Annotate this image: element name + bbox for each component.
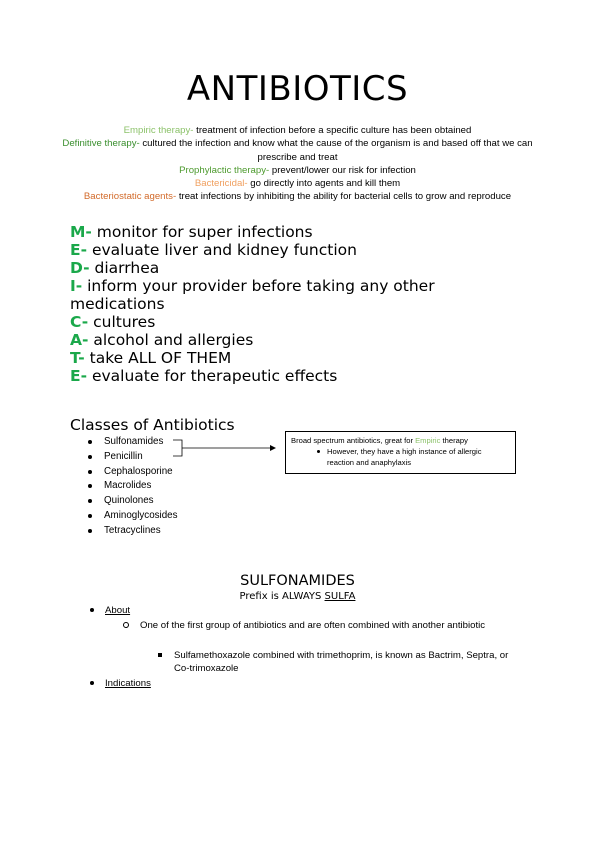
classes-heading: Classes of Antibiotics (70, 416, 235, 434)
mnemonic-letter: T- (70, 349, 85, 367)
sulfonamides-heading: SULFONAMIDES (240, 573, 355, 589)
callout-highlight: Empiric (415, 436, 441, 445)
mnemonic-text: alcohol and allergies (88, 331, 254, 349)
mnemonic-letter: E- (70, 241, 88, 259)
mnemonic-letter: C- (70, 313, 89, 331)
mnemonic-letter: D- (70, 259, 90, 277)
arrow-head-icon (270, 445, 276, 451)
prefix-text: Prefix is ALWAYS (239, 591, 325, 602)
about-point: One of the first group of antibiotics and are often combined with another antibiotic (140, 619, 495, 632)
definition-term: Empiric therapy- (123, 125, 194, 136)
definition-term: Definitive therapy- (62, 138, 140, 150)
definition-text: go directly into agents and kill them (247, 178, 401, 190)
mnemonic-letter: M- (70, 223, 92, 241)
definition-text: cultured the infection and know what the cause of the organism is and based off that we can prescribe and treat (139, 138, 533, 163)
mnemonic-letter: I- (70, 277, 83, 295)
mnemonic-letter: A- (70, 331, 89, 349)
mnemonic-text: monitor for super infections (91, 223, 313, 241)
definition-text: treat infections by inhibiting the ability for bacterial cells to grow and reproduce (176, 191, 512, 203)
definition-text: treatment of infection before a specific culture has been obtained (193, 125, 472, 136)
mnemonic-text: evaluate liver and kidney function (87, 241, 357, 259)
list-item: Sulfonamides (88, 435, 178, 450)
list-item: Tetracyclines (88, 524, 178, 539)
list-item: Penicillin (88, 450, 178, 465)
callout-text: therapy (440, 436, 468, 445)
prefix-word: SULFA (324, 591, 356, 602)
sulfonamides-prefix (0, 590, 595, 603)
list-item: Quinolones (88, 494, 178, 509)
page-title: ANTIBIOTICS (186, 69, 409, 109)
definition-term: Prophylactic therapy- (179, 164, 270, 176)
mnemonic-text: diarrhea (89, 259, 160, 277)
list-item: Macrolides (88, 479, 178, 494)
definition-term: Bactericidal- (194, 178, 248, 190)
list-item: Aminoglycosides (88, 509, 178, 524)
mnemonic-text: evaluate for therapeutic effects (87, 367, 338, 385)
indications-label: Indications (105, 678, 151, 689)
mnemonic-text: inform your provider before taking any other medications (70, 277, 435, 313)
callout-text: Broad spectrum antibiotics, great for (291, 436, 416, 445)
about-subpoint: Sulfamethoxazole combined with trimethoprim, is known as Bactrim, Septra, or Co-trimoxazole (174, 649, 514, 676)
about-label: About (105, 605, 131, 616)
broad-spectrum-callout (285, 431, 516, 474)
callout-bullet: However, they have a high instance of allergic reaction and anaphylaxis (291, 446, 510, 468)
mnemonic-text: take ALL OF THEM (84, 349, 232, 367)
mnemonic-letter: E- (70, 367, 88, 385)
mnemonic-text: cultures (88, 313, 156, 331)
callout-main-line (291, 435, 510, 446)
definition-term: Bacteriostatic agents- (83, 191, 177, 203)
definition-text: prevent/lower our risk for infection (269, 164, 416, 176)
bracket-line (173, 440, 270, 456)
list-item: Cephalosporine (88, 465, 178, 480)
